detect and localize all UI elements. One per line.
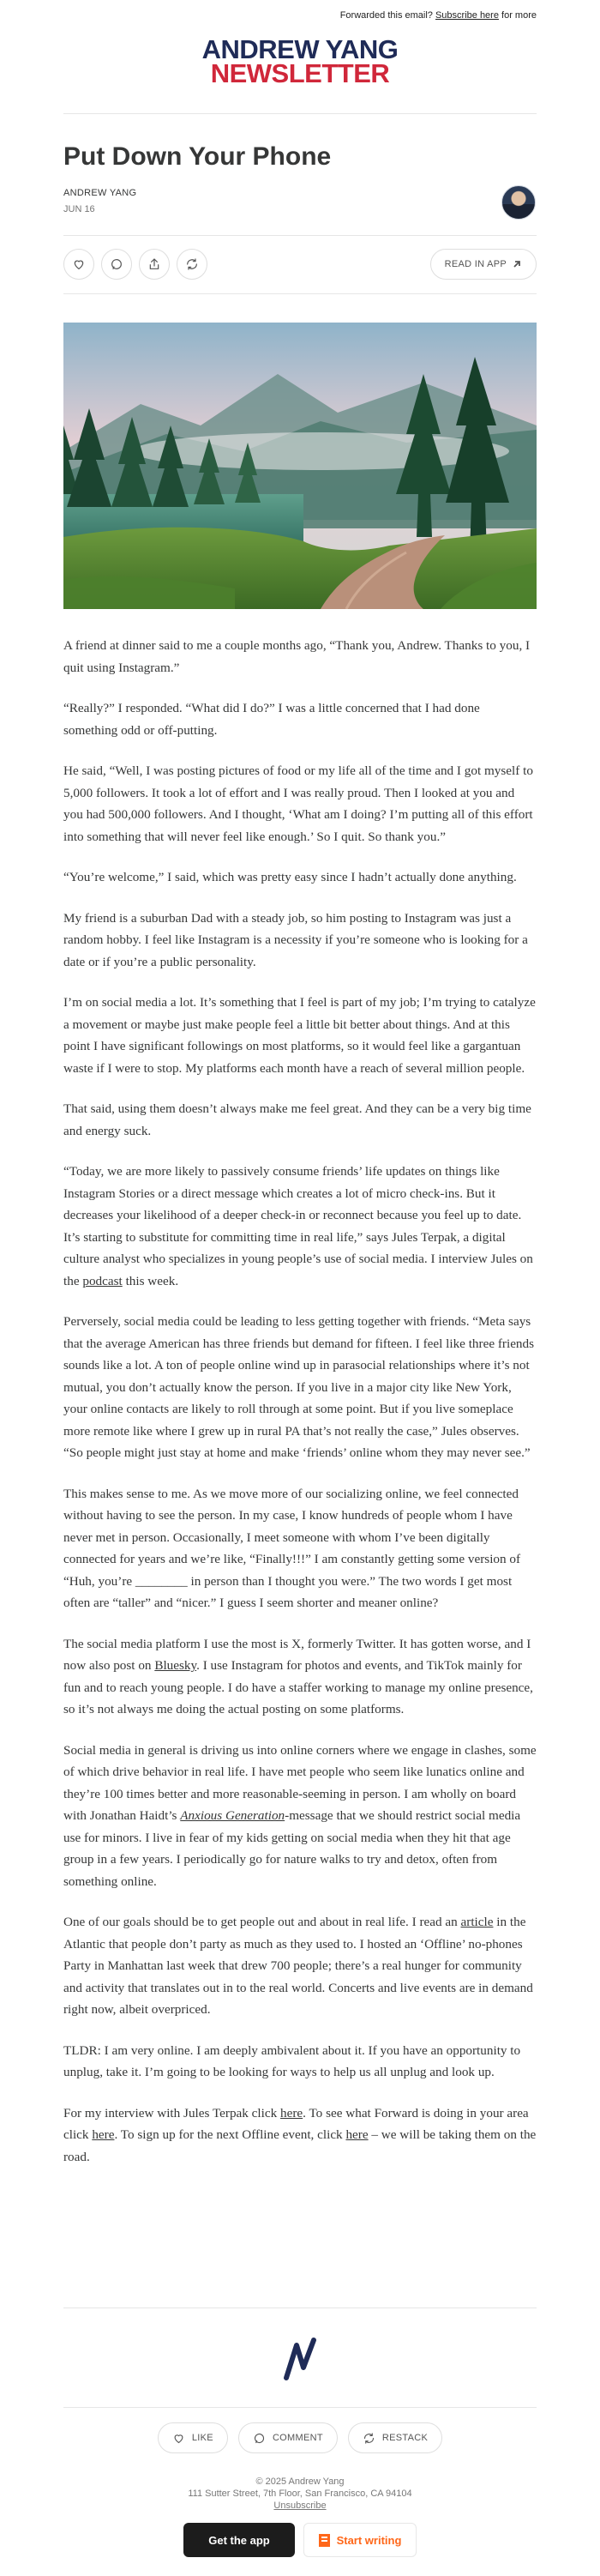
paragraph: Perversely, social media could be leading to less getting together with friends. “Meta says that the average American has three friends but demand for fifteen. I feel like three friends sounds like a lot. A ton of people online wind up in parasocial relationships where it’s not mutual, you don’t actually know the person. If you live in a major city like New York, your online contacts are likely to roll through at some point. But if you live someplace more remote like where I grew up in rural PA that’s not really the case,” Jules observes. “So people might just stay at home and make ‘friends’ online whom they may never see.” (63, 1314, 535, 1460)
comment-label: COMMENT (272, 2433, 323, 2443)
paragraph: “You’re welcome,” I said, which was pretty easy since I hadn’t actually done anything. (63, 870, 517, 884)
atlantic-article-link[interactable]: article (460, 1915, 494, 1929)
paragraph (63, 2102, 537, 2169)
heart-icon (172, 2432, 185, 2445)
unsubscribe-link[interactable]: Unsubscribe (273, 2501, 327, 2511)
paragraph: A friend at dinner said to me a couple months ago, “Thank you, Andrew. Thanks to you, I quit using Instagram.” (63, 638, 531, 675)
paragraph: This makes sense to me. As we move more of our socializing online, we feel connected without having to see the person. In my case, I know hundreds of people whom I have never met in person. Occasionally, I meet someone with whom I’ve been digitally connected for years and we’re like, “Finally!!!” I am constantly getting some version of “Huh, you’re ________ in person than I thought you were.” The two words I get most often are “taller” and “nicer.” I guess I seem shorter and meaner online? (63, 1486, 521, 1610)
like-button[interactable] (63, 249, 94, 280)
start-writing-button[interactable] (303, 2523, 417, 2557)
get-the-app-button[interactable]: Get the app (183, 2523, 295, 2557)
paragraph-text: – we will be taking them on the road. (63, 2127, 537, 2164)
comment-icon (110, 257, 123, 271)
paragraph: My friend is a suburban Dad with a steady job, so him posting to Instagram was just a random hobby. I feel like Instagram is a necessity if you’re someone who is looking for a date or if you’re a public personality. (63, 910, 528, 969)
share-icon (147, 257, 161, 271)
bluesky-link[interactable]: Bluesky (154, 1658, 197, 1673)
paragraph-text: . To see what Forward is doing in your area click (63, 2105, 529, 2142)
hero-image-illustration (63, 323, 537, 609)
forward-party-logo-icon[interactable] (279, 2333, 321, 2385)
post-title[interactable]: Put Down Your Phone (63, 142, 332, 171)
author-avatar[interactable] (501, 185, 536, 220)
footer-cta-row (0, 2523, 600, 2557)
paragraph-text: . To sign up for the next Offline event, click (114, 2127, 346, 2142)
substack-logo-icon (319, 2534, 330, 2547)
paragraph-text: Social media in general is driving us into online corners where we engage in clashes, some of which drive behavior in real life. I have met people who seem like lunatics online and they’re 100 times better and more reasonable-seeming in person. I am wholly on board with Jonathan Haidt’s (63, 1742, 537, 1823)
forwarded-text: Forwarded this email? (339, 10, 433, 21)
footer-copyright (0, 2476, 600, 2512)
paragraph-text: For my interview with Jules Terpak click (63, 2105, 280, 2121)
paragraph (63, 1633, 537, 1721)
podcast-link[interactable]: podcast (82, 1273, 123, 1288)
footer-restack-button[interactable] (348, 2422, 442, 2453)
restack-icon (185, 257, 199, 271)
restack-label: RESTACK (381, 2433, 429, 2443)
divider (63, 2407, 537, 2408)
comment-button[interactable] (101, 249, 132, 280)
post-action-row (63, 249, 537, 280)
paragraph: “Really?” I responded. “What did I do?” I was a little concerned that I had done something odd or off-putting. (63, 701, 480, 738)
footer-comment-button[interactable] (238, 2422, 338, 2453)
paragraph-text: this week. (122, 1273, 179, 1288)
anxious-generation-link[interactable]: Anxious Generation (180, 1808, 285, 1823)
mailing-address: 111 Sutter Street, 7th Floor, San Francisco, CA 94104 (188, 2489, 412, 2499)
divider (63, 293, 537, 294)
copyright-text: © 2025 Andrew Yang (255, 2476, 345, 2487)
restack-icon (363, 2432, 375, 2445)
paragraph (63, 1161, 537, 1292)
start-writing-label: Start writing (336, 2533, 402, 2547)
read-in-app-label: READ IN APP (444, 259, 507, 269)
paragraph-text: “Today, we are more likely to passively consume friends’ life updates on things like Instagram Stories or a direct message which creates a lot of micro check-ins. But it decreases your likelihood of a deeper check-in or reconnect because you feel up to date. It’s starting to substitute for committing time in real life,” says Jules Terpak, a digital culture analyst who specializes in young people’s use of social media. I interview Jules on the (63, 1164, 533, 1288)
offline-signup-link[interactable]: here (345, 2127, 369, 2142)
like-label: LIKE (191, 2433, 213, 2443)
logo-line-2: NEWSLETTER (210, 58, 390, 88)
paragraph: That said, using them doesn’t always make me feel great. And they can be a very big time and energy suck. (63, 1101, 531, 1138)
post-date: JUN 16 (63, 204, 95, 214)
post-author[interactable]: ANDREW YANG (63, 188, 137, 198)
forwarded-suffix: for more (501, 10, 537, 21)
paragraph: TLDR: I am very online. I am deeply ambivalent about it. If you have an opportunity to unplug, take it. I’m going to be looking for ways to help us all unplug and look up. (63, 2042, 521, 2079)
paragraph-text: One of our goals should be to get people out and about in real life. I read an (63, 1915, 461, 1929)
forwarded-notice (340, 10, 537, 21)
paragraph-text: -message that we should restrict social media use for minors. I live in fear of my kids getting on social media when they hit that age group in a few years. I periodically go for nature walks to try and detox, often from something online. (63, 1808, 521, 1889)
paragraph (63, 1911, 537, 2021)
newsletter-logo[interactable] (0, 34, 600, 88)
footer-like-button[interactable] (158, 2422, 228, 2453)
paragraph-text: The social media platform I use the most is X, formerly Twitter. It has gotten worse, and I now also post on (63, 1636, 531, 1673)
jules-interview-link[interactable]: here (280, 2105, 303, 2121)
article-body (63, 635, 537, 2187)
divider (63, 235, 537, 236)
subscribe-link[interactable]: Subscribe here (435, 10, 499, 21)
share-button[interactable] (139, 249, 170, 280)
paragraph-text: in the Atlantic that people don’t party as much as they used to. I hosted an ‘Offline’ no-phones Party in Manhattan last week that drew 700 people; there’s a real hunger for community and activity that translates out in to the real world. Concerts and live events are in demand right now, albeit overpriced. (63, 1915, 533, 2017)
paragraph: I’m on social media a lot. It’s something that I feel is part of my job; I’m trying to catalyze a movement or maybe just make people feel a little bit better about things. And at this point I have significant followings on most platforms, so it would feel like a gargantuan waste if I were to stop. My platforms each month have a reach of several million people. (63, 995, 536, 1076)
comment-icon (253, 2432, 266, 2445)
logo-line-1: ANDREW YANG (201, 34, 399, 64)
forward-area-link[interactable]: here (92, 2127, 115, 2142)
restack-button[interactable] (177, 249, 207, 280)
divider (63, 113, 537, 114)
hero-image-forest-path[interactable] (63, 323, 537, 609)
paragraph (63, 1740, 537, 1893)
arrow-up-right-icon (512, 259, 522, 269)
paragraph: He said, “Well, I was posting pictures of food or my life all of the time and I got myself to 5,000 followers. It took a lot of effort and I was really proud. Then I looked at you and you had 500,000 followers. And I thought, ‘What am I doing? I’m putting all of this effort into something that will never feel like enough.’ So I quit. So thank you.” (63, 763, 533, 844)
read-in-app-button[interactable] (430, 249, 537, 280)
footer-action-row (0, 2422, 600, 2453)
paragraph-text: . I use Instagram for photos and events, and TikTok mainly for fun and to reach young people. I do have a staffer working to manage my online presence, so it’s not always me doing the actual posting on some platforms. (63, 1658, 533, 1716)
heart-icon (72, 257, 86, 271)
